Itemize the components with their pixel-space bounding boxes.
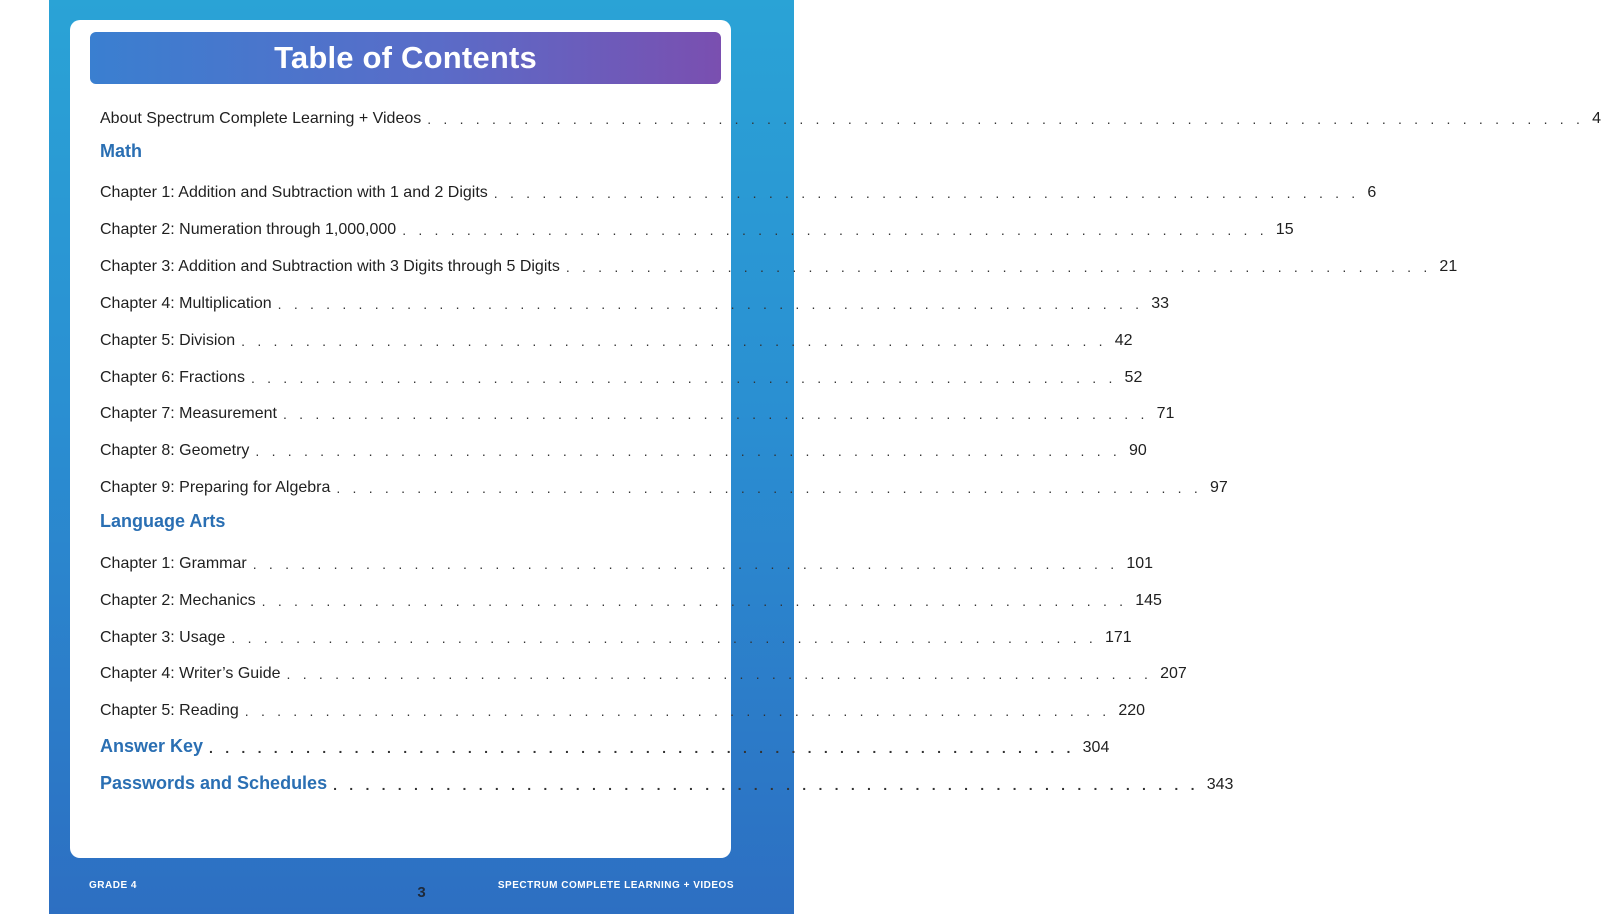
toc-entry-label: Chapter 7: Measurement	[100, 405, 277, 422]
toc-entry-label: Chapter 6: Fractions	[100, 369, 245, 386]
dot-leader: . . . . . . . . . . . . . . . . . . . . . . . . . . . . . . . . . . . . . . . . . . . . . . . . . . . . . .	[286, 666, 1153, 682]
dot-leader: . . . . . . . . . . . . . . . . . . . . . . . . . . . . . . . . . . . . . . . . . . . . . . . . . . . . . .	[241, 333, 1107, 349]
toc-entry-label: Chapter 3: Addition and Subtraction with 3 Digits through 5 Digits	[100, 258, 560, 275]
toc-entry-label: Chapter 1: Grammar	[100, 555, 247, 572]
toc-page-number: 4	[1592, 110, 1601, 127]
toc-entry-label: Chapter 1: Addition and Subtraction with 1 and 2 Digits	[100, 184, 488, 201]
toc-page-number: 101	[1126, 555, 1154, 572]
dot-leader: . . . . . . . . . . . . . . . . . . . . . . . . . . . . . . . . . . . . . . . . . . . . . . . . . . . . . .	[402, 222, 1268, 238]
toc-entry-label: About Spectrum Complete Learning + Videos	[100, 110, 422, 127]
toc-entry-answer-key[interactable]	[100, 731, 1110, 757]
footer-series-title: SPECTRUM COMPLETE LEARNING + VIDEOS	[497, 880, 734, 891]
toc-page-number: 207	[1160, 665, 1187, 682]
dot-leader: . . . . . . . . . . . . . . . . . . . . . . . . . . . . . . . . . . . . . . . . . . . . . . . . . . . . . .	[565, 259, 1432, 275]
toc-page-number: 42	[1114, 332, 1133, 349]
toc-entry-intro[interactable]	[100, 102, 1601, 128]
dot-leader: . . . . . . . . . . . . . . . . . . . . . . . . . . . . . . . . . . . . . . . . . . . . . . . . . . . . . .	[277, 296, 1144, 312]
dot-leader: . . . . . . . . . . . . . . . . . . . . . . . . . . . . . . . . . . . . . . . . . . . . . . . . . . . . . .	[336, 480, 1202, 496]
toc-page-number: 171	[1105, 629, 1132, 646]
toc-page-number: 71	[1156, 405, 1175, 422]
toc-page-number: 15	[1275, 221, 1294, 238]
dot-leader: . . . . . . . . . . . . . . . . . . . . . . . . . . . . . . . . . . . . . . . . . . . . . . . . . . . . . .	[282, 406, 1149, 422]
toc-entry[interactable]	[100, 250, 1458, 276]
toc-page-number: 33	[1151, 295, 1170, 312]
footer-grade: GRADE 4	[89, 880, 137, 891]
toc-entry-label: Chapter 3: Usage	[100, 629, 226, 646]
toc-entry-label: Chapter 5: Reading	[100, 702, 239, 719]
toc-page-number: 52	[1124, 369, 1143, 386]
dot-leader: . . . . . . . . . . . . . . . . . . . . . . . . . . . . . . . . . . . . . . . . . . . . . . . . . . . . . .	[493, 185, 1360, 201]
toc-entry-label: Chapter 4: Multiplication	[100, 295, 272, 312]
toc-entry[interactable]	[100, 397, 1175, 423]
dot-leader: . . . . . . . . . . . . . . . . . . . . . . . . . . . . . . . . . . . . . . . . . . . . . . . . . . . . . .	[209, 740, 1075, 756]
dot-leader: . . . . . . . . . . . . . . . . . . . . . . . . . . . . . . . . . . . . . . . . . . . . . . . . . . . . . .	[255, 443, 1121, 459]
toc-page-number: 343	[1206, 776, 1234, 793]
toc-page-number: 304	[1082, 739, 1110, 756]
toc-entry[interactable]	[100, 287, 1170, 313]
toc-entry-label: Chapter 4: Writer’s Guide	[100, 665, 281, 682]
toc-entry[interactable]	[100, 434, 1147, 460]
toc-page-number: 90	[1129, 442, 1147, 459]
toc-entry[interactable]	[100, 621, 1132, 647]
dot-leader: . . . . . . . . . . . . . . . . . . . . . . . . . . . . . . . . . . . . . . . . . . . . . . . . . . . . . .	[261, 593, 1128, 609]
page-title: Table of Contents	[274, 40, 537, 75]
dot-leader: . . . . . . . . . . . . . . . . . . . . . . . . . . . . . . . . . . . . . . . . . . . . . . . . . . . . . .	[252, 556, 1119, 572]
page-margin	[0, 0, 49, 914]
dot-leader: . . . . . . . . . . . . . . . . . . . . . . . . . . . . . . . . . . . . . . . . . . . . . . . . . . . . . . . . . . . . . . . . . . . . . . . .	[427, 111, 1585, 127]
toc-entry-label: Chapter 2: Mechanics	[100, 592, 256, 609]
toc-page-number: 6	[1367, 184, 1377, 201]
toc-entry[interactable]	[100, 584, 1162, 610]
title-banner	[90, 32, 721, 84]
toc-entry[interactable]	[100, 547, 1154, 573]
dot-leader: . . . . . . . . . . . . . . . . . . . . . . . . . . . . . . . . . . . . . . . . . . . . . . . . . . . . . .	[333, 777, 1199, 793]
section-heading-math: Math	[100, 141, 142, 161]
dot-leader: . . . . . . . . . . . . . . . . . . . . . . . . . . . . . . . . . . . . . . . . . . . . . . . . . . . . . .	[250, 370, 1117, 386]
toc-entry-label: Chapter 5: Division	[100, 332, 236, 349]
toc-page-number: 220	[1118, 702, 1146, 719]
toc-page-number: 145	[1135, 592, 1162, 609]
toc-entry[interactable]	[100, 657, 1187, 683]
toc-entry-label: Chapter 9: Preparing for Algebra	[100, 479, 331, 496]
toc-entry-label: Answer Key	[100, 736, 204, 756]
toc-entry[interactable]	[100, 694, 1146, 720]
toc-entry-label: Chapter 8: Geometry	[100, 442, 250, 459]
toc-entry-passwords[interactable]	[100, 768, 1234, 794]
footer-page-number: 3	[417, 884, 426, 901]
toc-page-number: 21	[1439, 258, 1458, 275]
toc-entry[interactable]	[100, 324, 1133, 350]
section-heading-language-arts: Language Arts	[100, 511, 226, 531]
toc-entry[interactable]	[100, 471, 1228, 497]
toc-entry-label: Passwords and Schedules	[100, 773, 328, 793]
dot-leader: . . . . . . . . . . . . . . . . . . . . . . . . . . . . . . . . . . . . . . . . . . . . . . . . . . . . . .	[244, 703, 1111, 719]
toc-entry[interactable]	[100, 213, 1294, 239]
toc-entry[interactable]	[100, 361, 1143, 387]
toc-entry[interactable]	[100, 176, 1377, 202]
dot-leader: . . . . . . . . . . . . . . . . . . . . . . . . . . . . . . . . . . . . . . . . . . . . . . . . . . . . . .	[231, 630, 1097, 646]
toc-page-number: 97	[1209, 479, 1228, 496]
page-footer	[49, 858, 794, 914]
toc-entry-label: Chapter 2: Numeration through 1,000,000	[100, 221, 397, 238]
